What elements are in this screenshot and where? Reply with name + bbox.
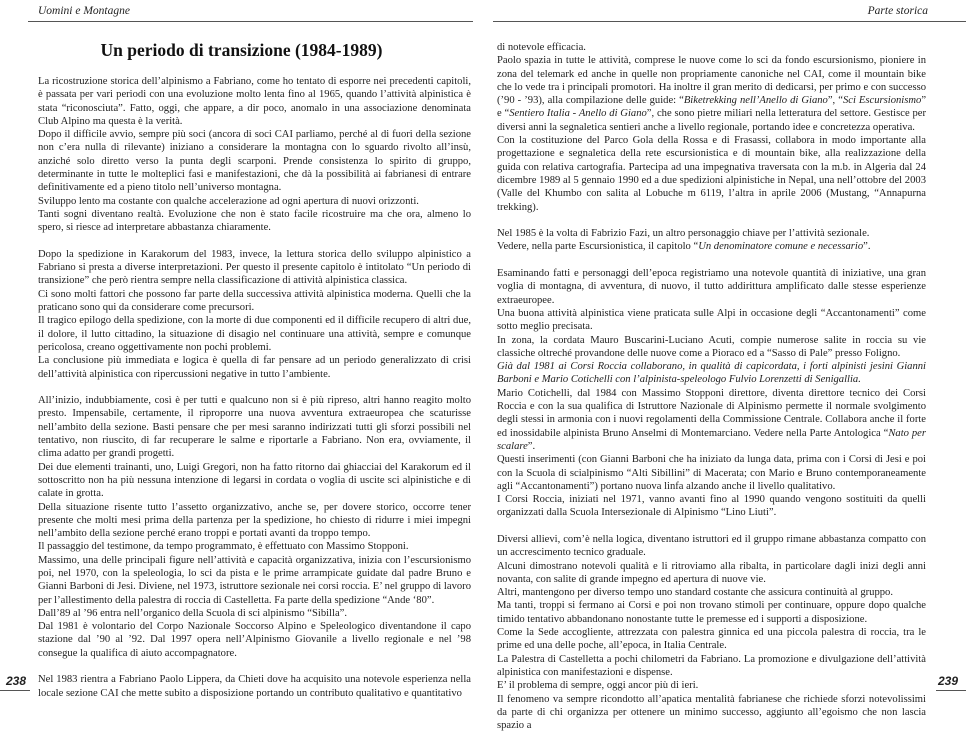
- italic-title-text: Sentiero Italia - Anello di Giano: [509, 108, 647, 120]
- text-segment: di notevole efficacia.: [497, 42, 586, 53]
- text-segment: Paolo spazia in tutte le attività, comprese le nuove come lo sci da fondo escursionismo, pioniere in zona del telemark ed anche in quelle non propriamente canoniche nel CAI, come il mountain bike che lo vede tra i principali promotori. Ha inoltre il gran merito di dedicarsi, per primo e con successo (’90 - ’93), alla compilazione delle guide: “: [497, 55, 926, 107]
- footer-rule-right: [936, 690, 966, 691]
- footer-rule-left: [0, 690, 30, 691]
- paragraph: [497, 134, 926, 214]
- paragraph: Sviluppo lento ma costante con qualche accelerazione ad ogni apertura di nuovi orizzonti.: [38, 195, 419, 207]
- paragraph: Massimo, una delle principali figure nell’attività e capacità organizzativa, inizia con l’escursionismo poi, nel 1970, con la speleologia, lo sci da pista e le prime arrampicate guidate dal padre Bruno e Gianni Barboni di Jesi. Diviene, nel 1973, istruttore sezionale nei corsi roccia. E’ nel gruppo di lavoro per l’allestimento della palestra di roccia di Castelletta. Fa parte della spedizione “Ande ‘80”.: [38, 554, 471, 606]
- paragraph: [497, 360, 926, 387]
- paragraph: [497, 653, 926, 680]
- text-segment: ”, che sono pietre miliari nella letteratura del settore. Gestisce per diversi anni la segnaletica sentieri anche a livello regionale, portando idee e concretezza operativa.: [497, 108, 926, 133]
- paragraph: [497, 41, 926, 54]
- header-rule-right: [493, 21, 966, 22]
- paragraph: [497, 533, 926, 560]
- italic-title-text: Già dal 1981 ai Corsi Roccia collaborano, in qualità di capicordata, i forti alpinisti jesini Gianni Barboni e Mario Cotichelli con l’alpinista-speleologo Fulvio Lorenzetti di Senigallia.: [497, 361, 926, 386]
- running-head-left: Uomini e Montagne: [38, 5, 130, 17]
- paragraph: [497, 54, 926, 134]
- paragraph: [497, 334, 926, 361]
- text-segment: Nel 1985 è la volta di Fabrizio Fazi, un altro personaggio chiave per l’attività sezionale.: [497, 228, 870, 240]
- paragraph: Ci sono molti fattori che possono far parte della successiva attività alpinistica moderna. Quelli che la praticano sono qui da considerare come precursori.: [38, 288, 471, 314]
- text-segment: Ma tanti, troppi si fermano ai Corsi e poi non trovano stimoli per continuare, oppure dopo qualche timido tentativo abbandonano nonostante tutte le premesse ed i supporti a disposizione.: [497, 600, 926, 625]
- text-segment: ”.: [527, 440, 536, 452]
- running-head-right: Parte storica: [867, 5, 928, 17]
- text-segment: Come la Sede accogliente, attrezzata con palestra ginnica ed una piccola palestra di roccia, tra le prime ed una delle poche, all’epoca, in Italia Centrale.: [497, 627, 926, 652]
- paragraph: La ricostruzione storica dell’alpinismo a Fabriano, come ho tentato di esporre nei precedenti capitoli, è passata per vari periodi con una evoluzione molto lenta fino al 1965, quando l’attività alpinistica è stata “riconosciuta”. Fatto, oggi, che appare, a dir poco, anomalo in una associazione denominata Club Alpino ma questa è la verità.: [38, 76, 471, 127]
- text-segment: Una buona attività alpinistica viene praticata sulle Alpi in occasione degli “Accantonamenti” come sotto meglio precisata.: [497, 307, 926, 333]
- paragraph: [497, 599, 926, 626]
- paragraph: All’inizio, indubbiamente, così è per tutti e qualcuno non si è più ripreso, altri hanno reagito molto presto. Impensabile, certamente, il riproporre una nuova avventura extraeuropea che scaturisse nell’ambito della sezione. Basti pensare che per mesi saranno indirizzati tutti gli sforzi possibili nel tentativo, non riuscito, di far recuperare le salme e riportarle a Fabriano. Non era, ovviamente, il clima adatto per grandi progetti.: [38, 395, 471, 460]
- paragraph: [497, 586, 926, 599]
- text-segment: Diversi allievi, com’è nella logica, diventano istruttori ed il gruppo rimane abbastanza compatto con un accrescimento tecnico graduale.: [497, 533, 926, 559]
- paragraph: Dei due elementi trainanti, uno, Luigi Gregori, non ha fatto ritorno dai ghiacciai del Karakorum ed il sottoscritto non ha più nessuna intenzione di legarsi in cordata o voglia di uscite sci alpinistiche e di calate in grotta.: [38, 461, 471, 500]
- paragraph: [497, 679, 926, 692]
- italic-title-text: Nato per scalare: [497, 427, 927, 452]
- paragraph: Tanti sogni diventano realtà. Evoluzione che non è stato facile ricostruire ma che ora, almeno lo spero, si riesce ad interpretare abbastanza chiaramente.: [38, 208, 471, 234]
- paragraph: Dall’89 al ’96 entra nell’organico della Scuola di sci alpinismo “Sibilla”.: [38, 607, 347, 619]
- paragraph: [497, 453, 926, 493]
- paragraph: [497, 626, 926, 653]
- paragraph: [497, 307, 926, 334]
- text-segment: ” e “: [497, 95, 927, 120]
- text-segment: E’ il problema di sempre, oggi ancor più di ieri.: [497, 680, 699, 692]
- text-segment: Questi inserimenti (con Gianni Barboni che ha iniziato da lunga data, prima con i Corsi di Jesi e poi con la Scuola di scialpinismo “Alti Sibillini” di Macerata; con Mario e Bruno contemporaneamente agli “Accantonamenti”) portano nuova linfa alzando anche il livello qualitativo.: [497, 454, 926, 492]
- right-page: [483, 0, 966, 732]
- text-segment: In zona, la cordata Mauro Buscarini-Luciano Acuti, compie numerose salite in roccia su vie classiche oltreché provandone delle nuove come a Pioraco ed a “Sasso di Pale” presso Foligno.: [497, 334, 926, 359]
- paragraph: Il tragico epilogo della spedizione, con la morte di due componenti ed il difficile recupero di altri due, il dolore, il lutto cittadino, la situazione di disagio nel continuare una attività, sempre e comunque pericolosa, creano oggettivamente non pochi problemi.: [38, 315, 471, 353]
- text-segment: ”.: [863, 241, 871, 253]
- page-number-right: 239: [937, 674, 958, 688]
- left-page: [0, 0, 483, 699]
- text-segment: Con la costituzione del Parco Gola della Rossa e di Frasassi, collabora in modo importante alla progettazione e segnaletica della rete escursionistica e di mountain bike, alla realizzazione della guida con relativa cartografia. Partecipa ad una impegnativa traversata con la m.b. in Algeria dal 24 dicembre 1989 al 5 gennaio 1990 ed a due spedizioni alpinistiche in Nepal, una nell’ottobre del 2003 (Valle del Khumbo con salita al Lobuche m 6119, l’altra in aprile 2006 (Mustang, “Annapurna trekking).: [497, 135, 926, 213]
- text-segment: Mario Cotichelli, dal 1984 con Massimo Stopponi direttore, diventa direttore tecnico dei Corsi Roccia e con la sua qualifica di Istruttore Nazionale di Alpinismo permette il normale svolgimento degli stessi in armonia con i nuovi regolamenti della Commissione Centrale. Collabora anche il forte ed inossidabile alpinista Bruno Anselmi di Montemarciano. Vedere nella Parte Antologica “: [497, 387, 926, 439]
- header-rule-left: [28, 21, 473, 22]
- paragraph: [497, 387, 926, 453]
- paragraph: Nel 1983 rientra a Fabriano Paolo Lippera, da Chieti dove ha acquisito una notevole esperienza nella locale sezione CAI che mette subito a disposizione portando un contributo qualitativo e quantitativo: [38, 674, 471, 699]
- text-segment: I Corsi Roccia, iniziati nel 1971, vanno avanti fino al 1990 quando vengono sostituiti da quelli organizzati dalla Scuola Intersezionale di Alpinismo “Lino Liuti”.: [497, 494, 926, 519]
- paragraph: Il passaggio del testimone, da tempo programmato, è effettuato con Massimo Stopponi.: [38, 541, 409, 553]
- text-segment: Il fenomeno va sempre ricondotto all’apatica mentalità fabrianese che richiede sforzi notevolissimi da parte di chi organizza per ottenere un minimo successo, aggiunto all’egoismo che non lascia spazio a: [497, 693, 926, 732]
- paragraph: [497, 493, 926, 520]
- paragraph: [497, 227, 926, 240]
- text-segment: Vedere, nella parte Escursionistica, il capitolo “: [497, 241, 699, 253]
- paragraph: Dal 1981 è volontario del Corpo Nazionale Soccorso Alpino e Speleologico diventandone il capo stazione dal ’90 al ’92. Dal 1997 opera nell’Alpinismo Giovanile a livello regionale e nel ’98 consegue la qualifica di aiuto accompagnatore.: [38, 621, 471, 659]
- text-segment: Alcuni dimostrano notevoli qualità e li ritroviamo alla ribalta, in particolare dagli inizi degli anni novanta, con salite di grande impegno ed apertura di nuove vie.: [497, 560, 926, 585]
- paragraph: Della situazione risente tutto l’assetto organizzativo, anche se, per dovere storico, occorre tener presente che molti mesi prima della partenza per la spedizione, ho chiesto di ridurre i miei impegni nell’ambito della sezione perché erano troppi e portati avanti da troppo tempo.: [38, 501, 471, 540]
- italic-title-text: Sci Escursionismo: [842, 95, 922, 107]
- paragraph: Dopo il difficile avvio, sempre più soci (ancora di soci CAI parliamo, perché al di fuori della sezione non c’era nulla di rilevante) iniziano a considerare la montagna con lo sguardo rivolto all’insù, anziché solo diretto verso la punta degli scarponi. Prende consistenza lo spirito di gruppo, determinante in tutte le molteplici fasi e manifestazioni, che dà la possibilità ai fabrianesi di entrare definitivamente ed a pieno titolo nell’universo montagna.: [38, 129, 471, 194]
- paragraph: [497, 240, 926, 253]
- text-segment: Altri, mantengono per diverso tempo uno standard costante che assicura continuità al gruppo.: [497, 587, 893, 599]
- paragraph: [497, 267, 926, 307]
- page-number-left: 238: [6, 674, 27, 688]
- text-segment: ”, “: [827, 95, 843, 107]
- italic-title-text: Un denominatore comune e necessario: [698, 241, 864, 253]
- text-segment: Esaminando fatti e personaggi dell’epoca registriamo una notevole quantità di iniziative, una gran voglia di montagna, di avventura, di nuovo, il tutto addirittura amplificato dalle stesse esperienze extraeuropee.: [497, 268, 926, 306]
- text-segment: La Palestra di Castelletta a pochi chilometri da Fabriano. La promozione e divulgazione dell’attività alpinistica con manifestazioni e dispense.: [497, 653, 926, 678]
- paragraph: Dopo la spedizione in Karakorum del 1983, invece, la lettura storica dello sviluppo alpinistico a Fabriano si presta a diverse interpretazioni. Per questo il presente capitolo è intitolato “Un periodo di transizione” che però rientra sempre nella classificazione di attività alpinistica classica.: [38, 248, 471, 287]
- right-body-text: [497, 41, 926, 732]
- paragraph: [497, 560, 926, 587]
- left-body-text: [38, 75, 471, 700]
- italic-title-text: Biketrekking nell’Anello di Giano: [683, 95, 828, 107]
- paragraph: [497, 693, 926, 732]
- paragraph: La conclusione più immediata e logica è quella di far pensare ad un periodo generalizzato di crisi dell’attività alpinistica con ripercussioni negative in tutto l’ambiente.: [38, 355, 471, 380]
- chapter-title: Un periodo di transizione (1984-1989): [100, 40, 383, 60]
